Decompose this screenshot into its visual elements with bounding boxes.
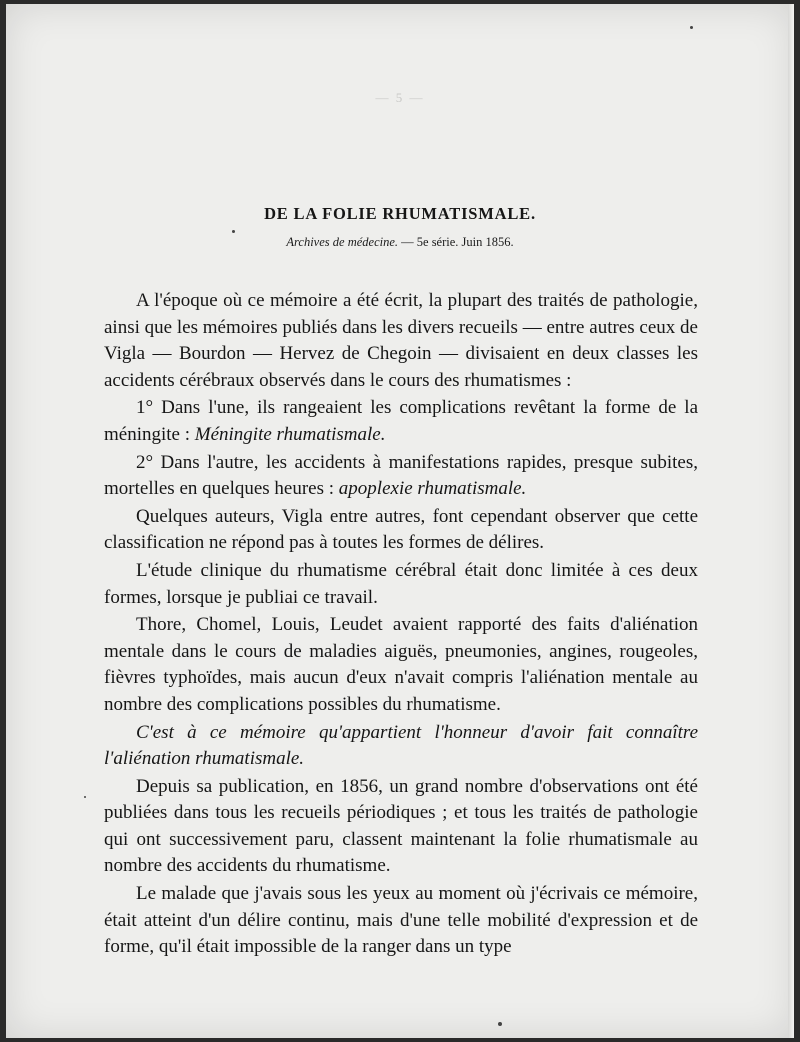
source-citation (6, 235, 794, 250)
paragraph-emphasis: C'est à ce mémoire qu'appartient l'honneur d'avoir fait connaître l'aliénation rhumatismale. (104, 721, 698, 770)
scanned-page (6, 4, 794, 1038)
paragraph: Thore, Chomel, Louis, Leudet avaient rapporté des faits d'aliénation mentale dans le cours de maladies aiguës, pneumonies, angines, rougeoles, fièvres typhoïdes, mais aucun d'eux n'avait compris l'aliénation mentale au nombre des complications possibles du rhumatisme. (104, 614, 698, 715)
ink-speck (232, 230, 235, 233)
article-title: DE LA FOLIE RHUMATISMALE. (264, 204, 536, 223)
paragraph-list-item-2 (104, 450, 698, 503)
body-text (104, 288, 698, 962)
paragraph-text: 1° Dans l'une, ils rangeaient les complications revêtant la forme de la méningite : (104, 397, 698, 445)
paragraph-text: 2° Dans l'autre, les accidents à manifestations rapides, presque subites, mortelles en quelques heures : (104, 451, 698, 500)
paragraph: Depuis sa publication, en 1856, un grand nombre d'observations ont été publiées dans tous les recueils périodiques ; et tous les traités de pathologie qui ont successivement paru, classent maintenant la folie rhumatismale au nombre des accidents du rhumatisme. (104, 775, 698, 877)
paragraph: A l'époque où ce mémoire a été écrit, la plupart des traités de pathologie, ainsi que les mémoires publiés dans les divers recueils — entre autres ceux de Vigla — Bourdon — Hervez de Chegoin — divisaient en deux classes les accidents cérébraux observés dans le cours des rhumatismes : (104, 290, 698, 391)
paragraph: Quelques auteurs, Vigla entre autres, font cependant observer que cette classification ne répond pas à toutes les formes de délires. (104, 505, 698, 554)
page-number: — 5 — (375, 90, 425, 105)
paragraph-italic (104, 720, 698, 773)
paragraph: Le malade que j'avais sous les yeux au moment où j'écrivais ce mémoire, était atteint d'un délire continu, mais d'une telle mobilité d'expression et de forme, qu'il était impossible de la ranger dans un type (104, 883, 698, 958)
paragraph-emphasis: apoplexie rhumatismale. (338, 478, 527, 500)
paragraph-emphasis: Méningite rhumatismale. (194, 423, 386, 445)
ink-speck (690, 26, 693, 29)
source-journal: Archives de médecine. (286, 235, 399, 249)
paragraph-list-item-1 (104, 395, 698, 448)
ink-speck (84, 796, 86, 798)
source-detail: — 5e série. Juin 1856. (398, 235, 514, 249)
page-edge (788, 4, 794, 1038)
ink-speck (498, 1022, 502, 1026)
paragraph: L'étude clinique du rhumatisme cérébral était donc limitée à ces deux formes, lorsque je publiai ce travail. (104, 559, 698, 608)
